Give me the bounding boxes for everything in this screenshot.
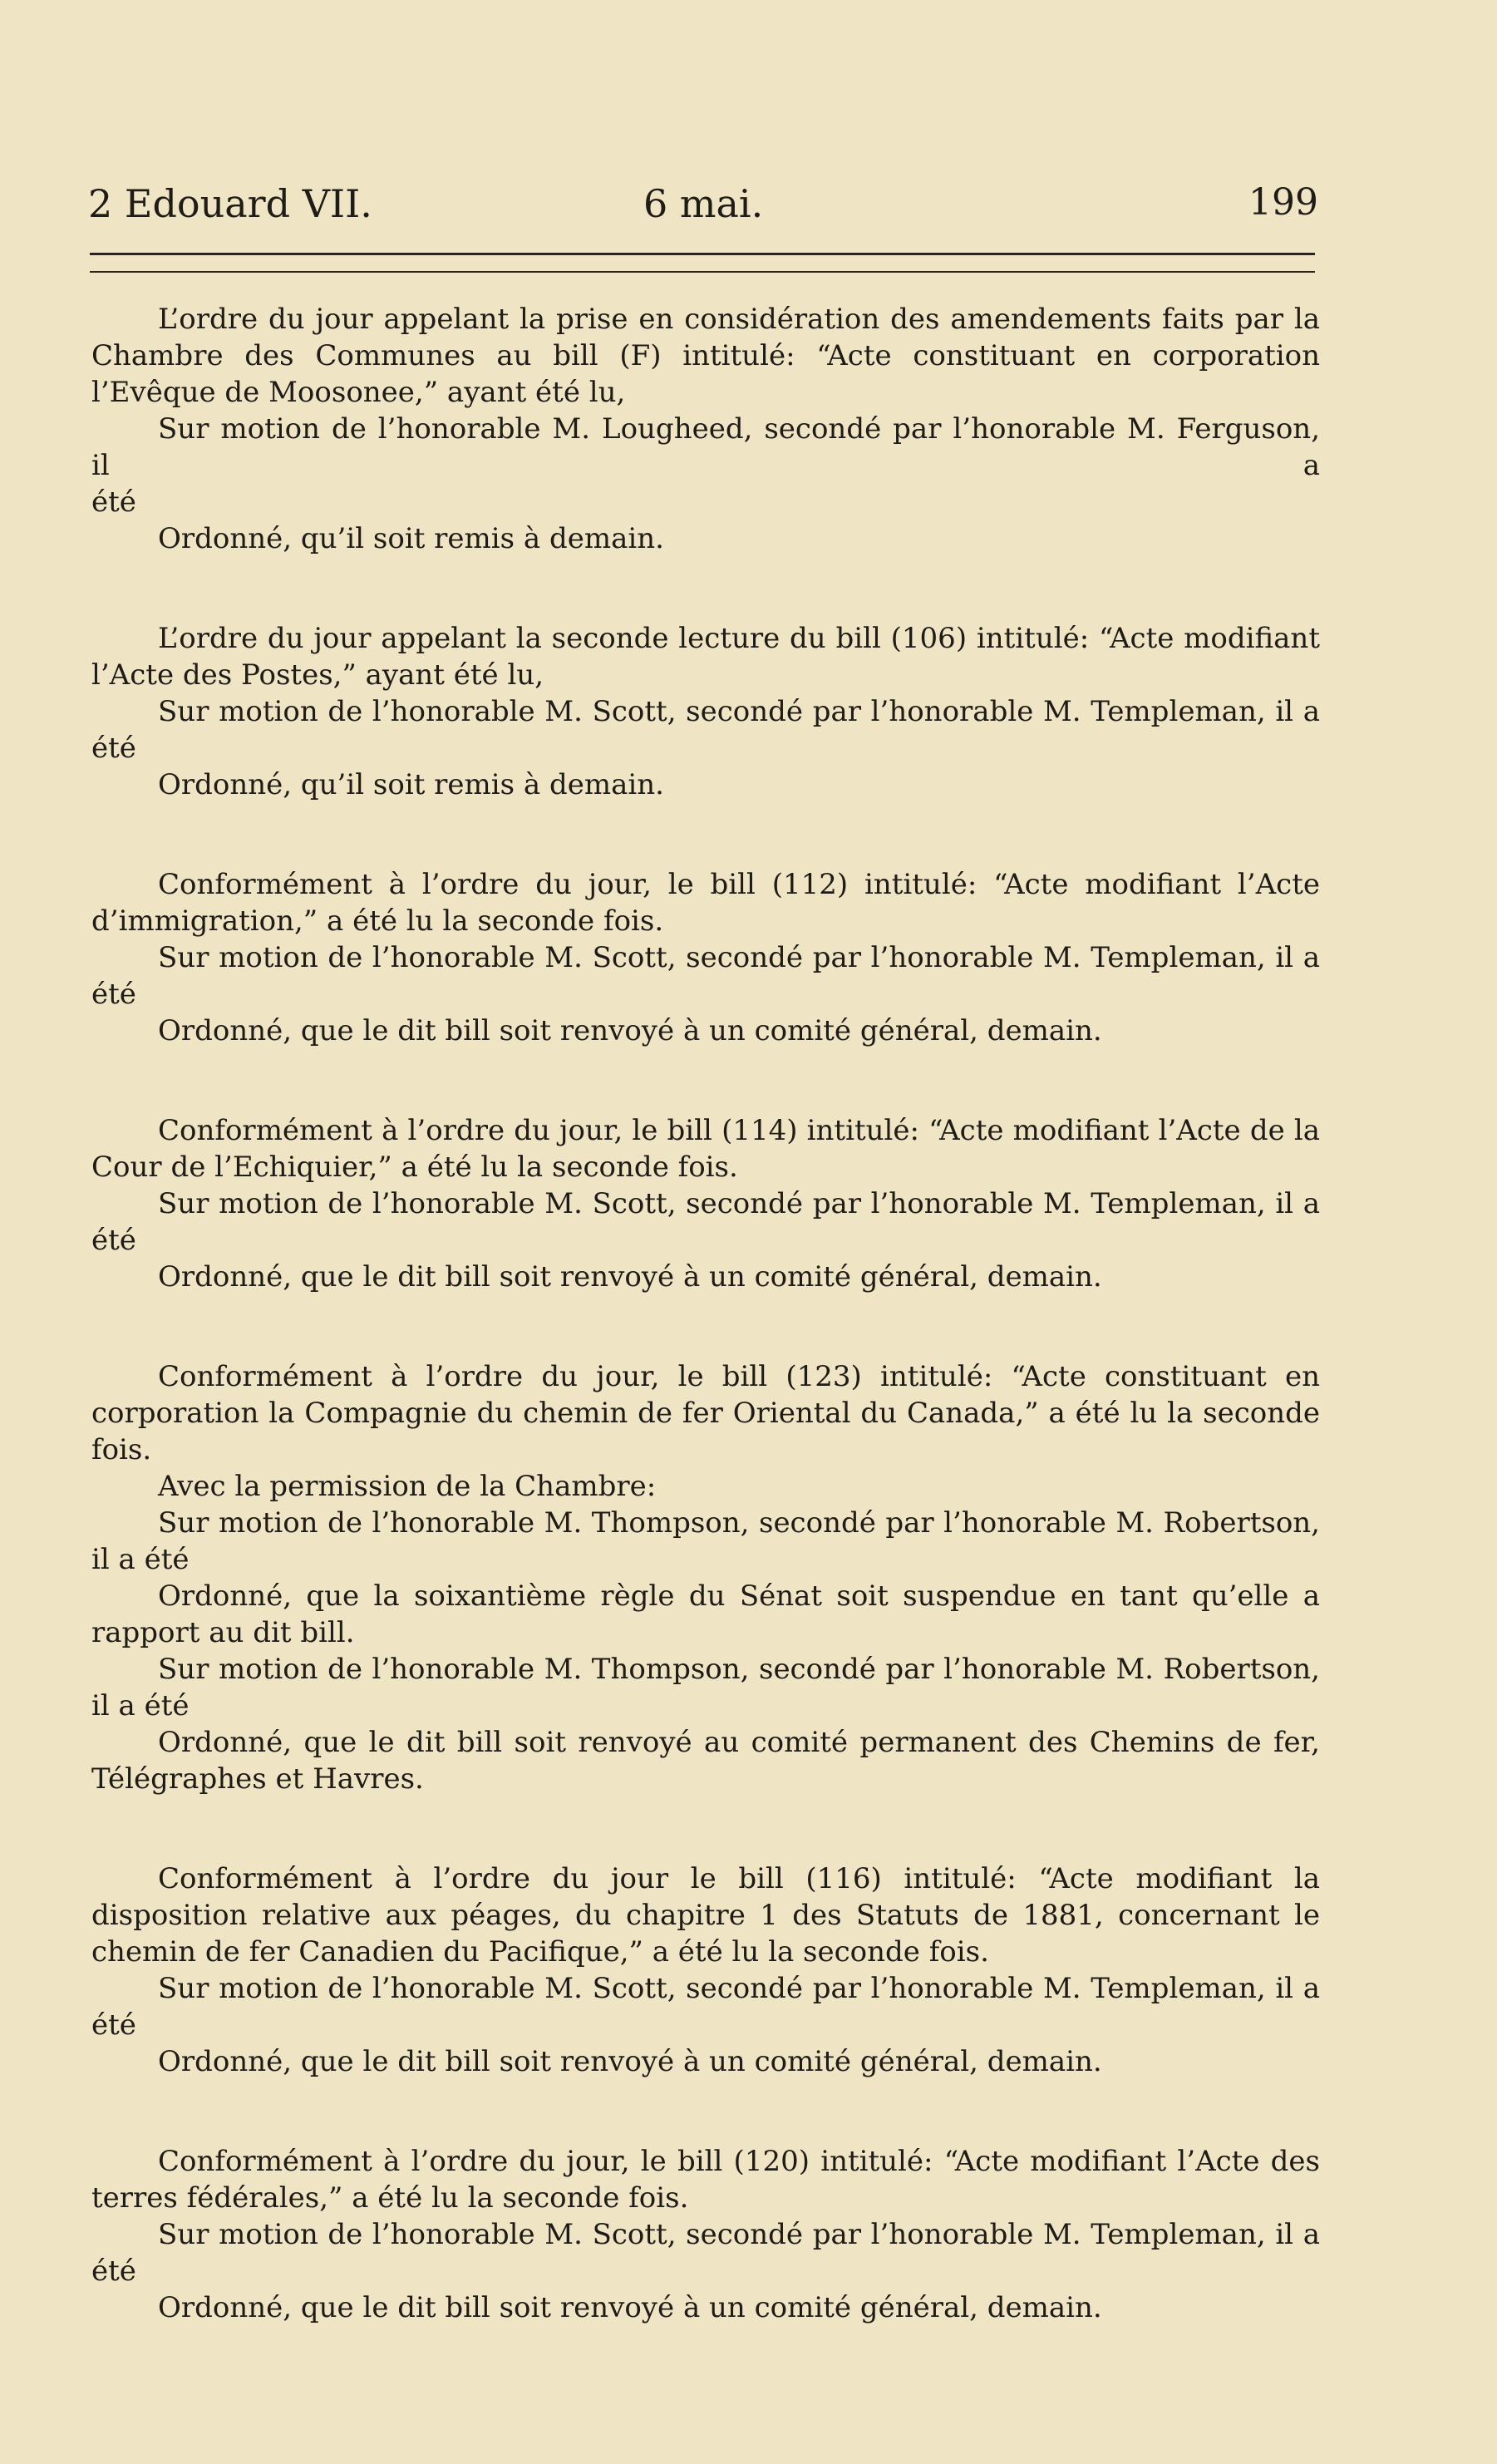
entry-intro: Conformément à l’ordre du jour, le bill (120) intitulé: “Acte modifiant l’Acte des terres fédérales,” a été lu la seconde fois. [91,2145,1320,2215]
header-rule-bottom [90,271,1315,273]
entry-order-second: Ordonné, que le dit bill soit renvoyé au comité permanent des Chemins de fer, Télégraphes et Havres. [91,1726,1320,1796]
regnal-year: 2 Edouard VII. [88,181,372,226]
entry-intro: Conformément à l’ordre du jour, le bill (114) intitulé: “Acte modifiant l’Acte de la Cour de l’Echiquier,” a été lu la seconde fois. [91,1114,1320,1184]
entry-intro: L’ordre du jour appelant la seconde lecture du bill (106) intitulé: “Acte modifiant l’Acte des Postes,” ayant été lu, [91,622,1320,692]
header-rule-top [90,253,1315,255]
entry-motion-end: été [91,732,136,765]
sitting-date: 6 mai. [643,181,764,226]
entry-motion-end: été [91,2008,136,2042]
entry-order: Ordonné, que le dit bill soit renvoyé à un comité général, demain. [158,1014,1102,1047]
entry-order: Ordonné, qu’il soit remis à demain. [158,522,664,555]
entry-motion: Sur motion de l’honorable M. Scott, secondé par l’honorable M. Templeman, il a [158,2218,1320,2251]
entry-bill-f [91,301,1320,557]
entry-order: Ordonné, qu’il soit remis à demain. [158,768,664,801]
entry-bill-116 [91,1860,1320,2080]
entry-motion: Sur motion de l’honorable M. Thompson, secondé par l’honorable M. Robertson, il a été [91,1506,1320,1576]
page-header [88,181,1318,231]
entry-intro: Conformément à l’ordre du jour le bill (116) intitulé: “Acte modifiant la disposition relative aux péages, du chapitre 1 des Statuts de 1881, concernant le chemin de fer Canadien du Pacifique,” a été lu la seconde fois. [91,1862,1320,1969]
entry-intro: L’ordre du jour appelant la prise en considération des amendements faits par la Chambre des Communes au bill (F) intitulé: “Acte constituant en corporation l’Evêque de Moosonee,” ayant été lu, [91,303,1320,409]
entry-motion: Sur motion de l’honorable M. Scott, secondé par l’honorable M. Templeman, il a [158,695,1320,728]
entry-motion-end: été [91,485,136,519]
entry-motion: Sur motion de l’honorable M. Lougheed, secondé par l’honorable M. Ferguson, il a [91,412,1320,482]
entry-motion-end: été [91,978,136,1011]
entry-motion-second: Sur motion de l’honorable M. Thompson, secondé par l’honorable M. Robertson, il a été [91,1653,1320,1722]
proceedings-body [91,301,1320,2389]
entry-intro: Conformément à l’ordre du jour, le bill (112) intitulé: “Acte modifiant l’Acte d’immigration,” a été lu la seconde fois. [91,868,1320,938]
entry-motion: Sur motion de l’honorable M. Scott, secondé par l’honorable M. Templeman, il a [158,1187,1320,1220]
entry-bill-106 [91,620,1320,803]
entry-order: Ordonné, que le dit bill soit renvoyé à un comité général, demain. [158,2291,1102,2324]
entry-order: Ordonné, que le dit bill soit renvoyé à un comité général, demain. [158,2045,1102,2078]
entry-motion: Sur motion de l’honorable M. Scott, secondé par l’honorable M. Templeman, il a [158,1972,1320,2005]
entry-bill-120 [91,2143,1320,2326]
entry-permission: Avec la permission de la Chambre: [158,1470,657,1503]
entry-motion-end: été [91,2255,136,2288]
entry-bill-114 [91,1112,1320,1295]
entry-order: Ordonné, que la soixantième règle du Sénat soit suspendue en tant qu’elle a rapport au dit bill. [91,1579,1320,1649]
entry-motion: Sur motion de l’honorable M. Scott, secondé par l’honorable M. Templeman, il a [158,941,1320,974]
entry-motion-end: été [91,1224,136,1257]
entry-intro: Conformément à l’ordre du jour, le bill (123) intitulé: “Acte constituant en corporation la Compagnie du chemin de fer Oriental du Canada,” a été lu la seconde fois. [91,1360,1320,1466]
entry-order: Ordonné, que le dit bill soit renvoyé à un comité général, demain. [158,1260,1102,1294]
entry-bill-112 [91,866,1320,1049]
entry-bill-123 [91,1358,1320,1797]
page-number: 199 [1248,181,1318,224]
